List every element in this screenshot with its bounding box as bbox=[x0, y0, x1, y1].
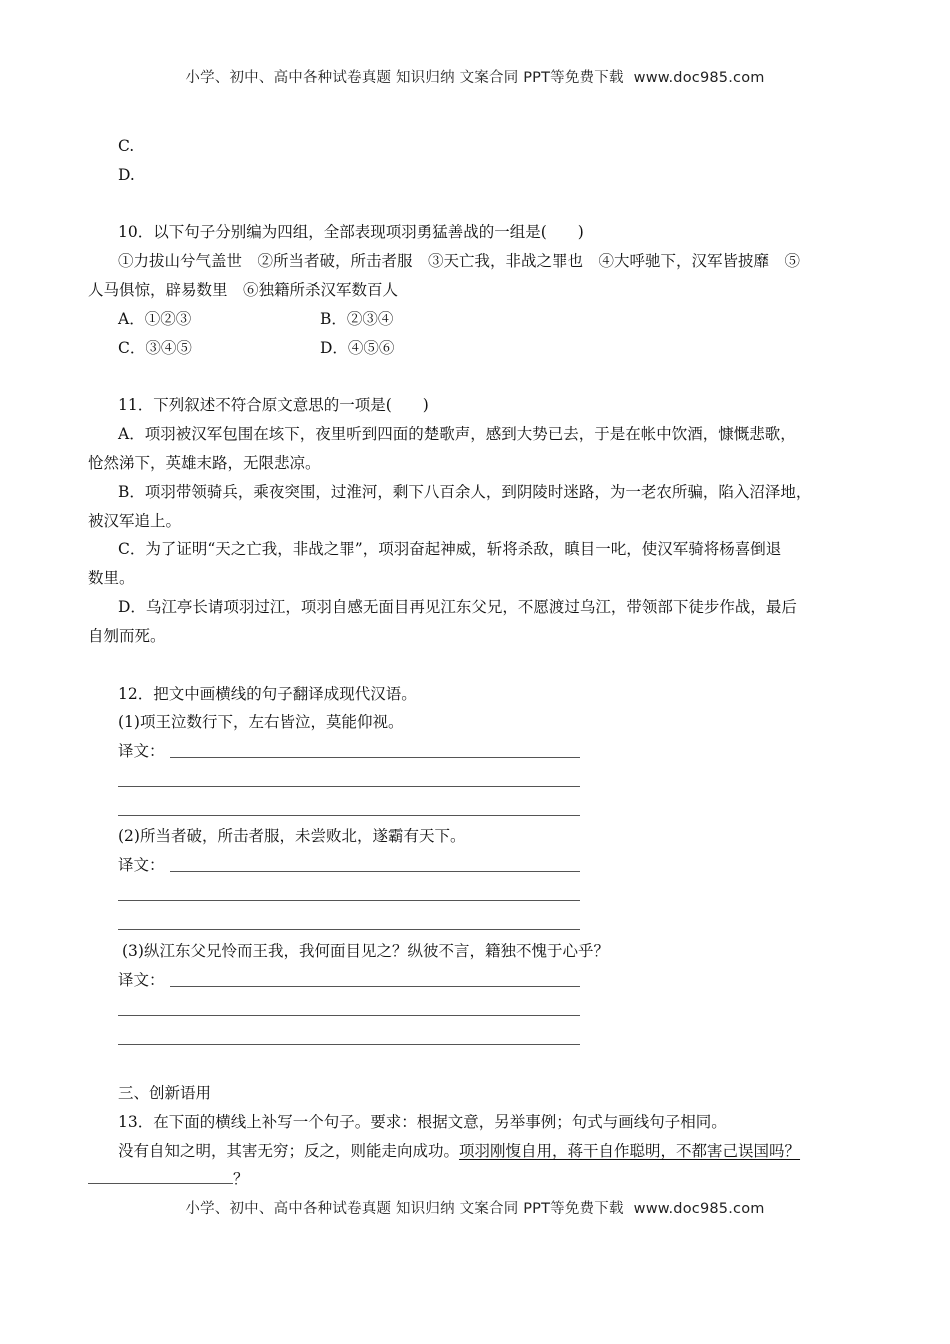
q10-items-line2: 人马俱惊，辟易数里 ⑥独籍所杀汉军数百人 bbox=[88, 281, 399, 299]
answer-line[interactable] bbox=[118, 929, 580, 930]
answer-line[interactable] bbox=[170, 757, 580, 758]
q11-option-c-line2: 数里。 bbox=[88, 569, 135, 587]
q11-stem: 11．下列叙述不符合原文意思的一项是( ) bbox=[118, 396, 429, 414]
q12-answer-label-1: 译文： bbox=[118, 742, 165, 760]
q13-answer-blank[interactable] bbox=[88, 1169, 233, 1184]
answer-line[interactable] bbox=[170, 871, 580, 872]
q10-items-line1: ①力拔山兮气盖世 ②所当者破，所击者服 ③天亡我，非战之罪也 ④大呼驰下，汉军皆披靡 ⑤ bbox=[118, 252, 801, 270]
q11-option-a-line1: A．项羽被汉军包围在垓下，夜里听到四面的楚歌声，感到大势已去，于是在帐中饮酒，慷慨悲歌， bbox=[118, 425, 796, 443]
q11-option-a-line2: 怆然涕下，英雄末路，无限悲凉。 bbox=[88, 454, 321, 472]
q11-option-d-line2: 自刎而死。 bbox=[88, 627, 166, 645]
q11-option-b-line2: 被汉军追上。 bbox=[88, 512, 182, 530]
q11-option-d-line1: D．乌江亭长请项羽过江，项羽自感无面目再见江东父兄，不愿渡过乌江，带领部下徒步作战，最后 bbox=[118, 598, 797, 616]
q13-stem: 13．在下面的横线上补写一个句子。要求：根据文意，另举事例；句式与画线句子相同。 bbox=[118, 1113, 727, 1131]
q12-sentence-3: (3)纵江东父兄怜而王我，我何面目见之？纵彼不言，籍独不愧于心乎？ bbox=[122, 942, 609, 960]
q12-answer-label-3: 译文： bbox=[118, 971, 165, 989]
q10-option-a: A．①②③ bbox=[118, 310, 192, 328]
q9-option-c: C. bbox=[118, 137, 135, 155]
q10-stem: 10．以下句子分别编为四组，全部表现项羽勇猛善战的一组是( ) bbox=[118, 223, 584, 241]
q11-option-b-line1: B．项羽带领骑兵，乘夜突围，过淮河，剩下八百余人，到阴陵时迷路，为一老农所骗，陷入沼泽地， bbox=[118, 483, 812, 501]
q11-option-c-line1: C．为了证明“天之亡我，非战之罪”，项羽奋起神威，斩将杀敌，瞋目一叱，使汉军骑将杨喜倒退 bbox=[118, 540, 782, 558]
q12-answer-label-2: 译文： bbox=[118, 856, 165, 874]
page-footer bbox=[0, 1197, 950, 1218]
q9-option-d: D. bbox=[118, 166, 135, 184]
q13-answer-row bbox=[88, 1169, 249, 1189]
header-text: 小学、初中、高中各种试卷真题 知识归纳 文案合同 PPT等免费下载 bbox=[185, 70, 624, 86]
answer-line[interactable] bbox=[118, 815, 580, 816]
page-header bbox=[0, 66, 950, 87]
q10-option-b: B．②③④ bbox=[320, 310, 394, 328]
answer-line[interactable] bbox=[118, 1015, 580, 1016]
q10-option-c: C．③④⑤ bbox=[118, 339, 192, 357]
q13-underlined-sentence: 项羽刚愎自用，蒋干自作聪明，不都害己误国吗？ bbox=[459, 1142, 801, 1160]
answer-line[interactable] bbox=[118, 786, 580, 787]
q13-text-plain: 没有自知之明，其害无穷；反之，则能走向成功。 bbox=[118, 1142, 460, 1160]
footer-url[interactable]: www.doc985.com bbox=[633, 1201, 765, 1217]
q12-sentence-1: (1)项王泣数行下，左右皆泣，莫能仰视。 bbox=[118, 713, 404, 731]
q10-option-d: D．④⑤⑥ bbox=[320, 339, 395, 357]
answer-line[interactable] bbox=[118, 1044, 580, 1045]
q13-text bbox=[118, 1141, 800, 1161]
header-url[interactable]: www.doc985.com bbox=[633, 70, 765, 86]
q12-stem: 12．把文中画横线的句子翻译成现代汉语。 bbox=[118, 685, 417, 703]
q13-blank-end: ？ bbox=[233, 1170, 249, 1188]
answer-line[interactable] bbox=[118, 900, 580, 901]
footer-text: 小学、初中、高中各种试卷真题 知识归纳 文案合同 PPT等免费下载 bbox=[185, 1201, 624, 1217]
answer-line[interactable] bbox=[170, 986, 580, 987]
q12-sentence-2: (2)所当者破，所击者服，未尝败北，遂霸有天下。 bbox=[118, 827, 466, 845]
section-3-title: 三、创新语用 bbox=[118, 1084, 212, 1102]
